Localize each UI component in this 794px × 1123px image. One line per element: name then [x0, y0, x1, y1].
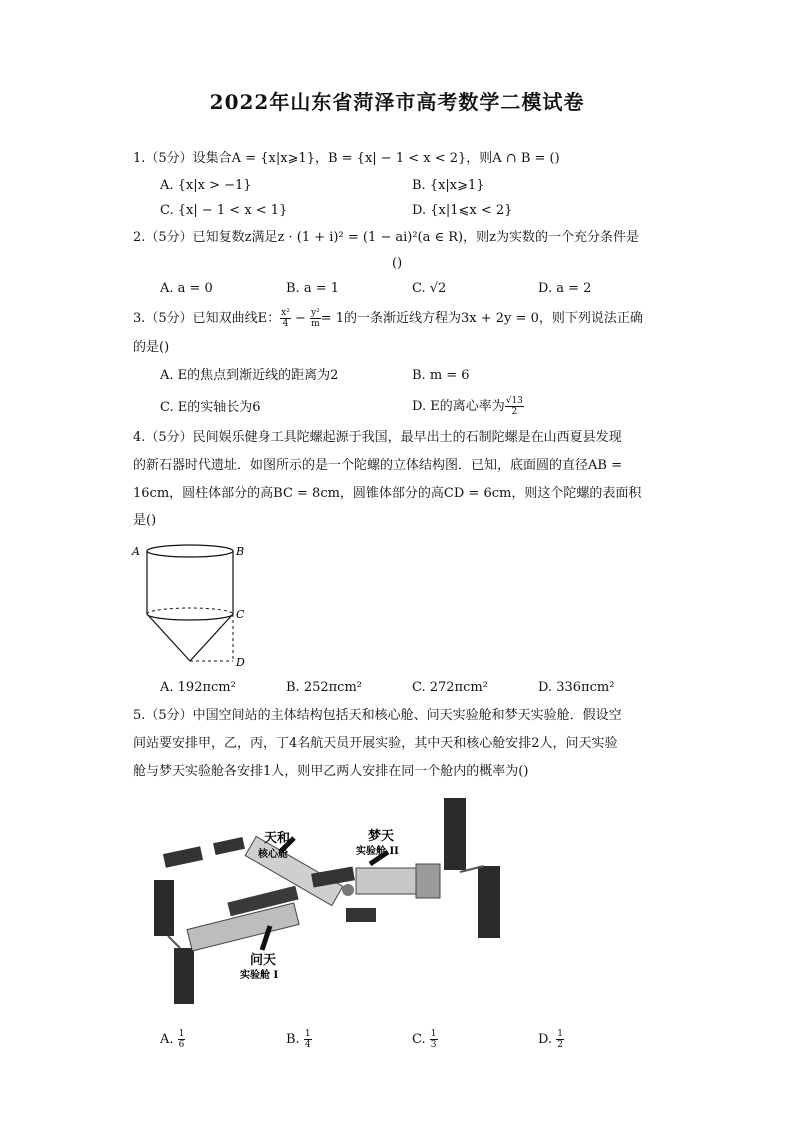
- q3-frac-x-num: x²: [281, 308, 290, 318]
- q4-line-3: 16cm，圆柱体部分的高BC = 8cm，圆锥体部分的高CD = 6cm，则这个陀螺的表面积: [133, 486, 642, 501]
- mengtian-end: [416, 864, 440, 898]
- label-tianhe: 天和: [264, 831, 291, 846]
- q5-option-c-letter: C.: [412, 1032, 426, 1047]
- spinning-top-figure: [130, 538, 260, 670]
- q5-line-1: 5.（5分）中国空间站的主体结构包括天和核心舱、问天实验舱和梦天实验舱．假设空: [133, 708, 622, 723]
- q5-option-d-frac: [556, 1029, 564, 1050]
- bottom-ellipse-front: [147, 614, 233, 620]
- label-d: D: [236, 656, 245, 669]
- q4-option-d: D. 336πcm²: [538, 680, 615, 695]
- q5-option-d-den: 2: [557, 1040, 563, 1050]
- q2-option-c: C. √2: [412, 281, 447, 296]
- q5-line-3: 舱与梦天实验舱各安排1人，则甲乙两人安排在同一个舱内的概率为(): [133, 764, 529, 779]
- q1-option-b: B. {x|x⩾1}: [412, 178, 485, 193]
- q3-option-b: B. m = 6: [412, 368, 470, 383]
- q2-option-d: D. a = 2: [538, 281, 592, 296]
- q3-frac-x-den: 4: [282, 319, 289, 329]
- q5-option-a-num: 1: [178, 1029, 185, 1039]
- q3-frac-y-den: m: [311, 319, 320, 329]
- label-mengtian: 梦天: [368, 829, 395, 844]
- page-title: 2022年山东省菏泽市高考数学二模试卷: [209, 90, 585, 114]
- q2-stem-end: (): [392, 256, 403, 271]
- q3-option-d: [412, 396, 524, 417]
- solar-panel: [346, 908, 376, 922]
- q5-option-c-num: 1: [430, 1029, 437, 1039]
- q5-line-2: 间站要安排甲，乙，丙，丁4名航天员开展实验，其中天和核心舱安排2人，问天实验: [133, 736, 618, 751]
- label-c: C: [236, 608, 245, 621]
- q3-stem-suffix: = 1的一条渐近线方程为3x + 2y = 0，则下列说法正确: [320, 311, 643, 326]
- q3-stem: 3.（5分）已知双曲线E： $\frac{\text{x²}}{4}$ − $\frac{\text{y²}}{m}$ = 1的一条渐近线方程为3x + 2y = 0，则下列说法正确: [133, 308, 643, 329]
- label-a: A: [132, 545, 140, 558]
- q1-option-c: C. {x| − 1 < x < 1}: [160, 203, 288, 218]
- q4-line-4: 是(): [133, 513, 157, 528]
- q5-option-b-den: 4: [304, 1040, 311, 1050]
- solar-panel: [154, 880, 174, 936]
- label-wentian: 问天: [250, 953, 277, 968]
- bottom-ellipse-back: [147, 608, 233, 614]
- q4-option-c: C. 272πcm²: [412, 680, 488, 695]
- q3-stem-line2: 的是(): [133, 340, 170, 355]
- q2-option-b: B. a = 1: [286, 281, 339, 296]
- q1-stem: 1.（5分）设集合A = {x|x⩾1}，B = {x| − 1 < x < 2}，则A ∩ B = (): [133, 151, 560, 166]
- q5-option-d: [538, 1029, 564, 1050]
- q3-option-d-den: 2: [511, 407, 518, 417]
- solar-panel: [478, 866, 500, 938]
- q3-frac-y-num: y²: [311, 308, 320, 318]
- solar-panel: [444, 798, 466, 870]
- cone-left-edge: [147, 614, 190, 661]
- q5-option-d-num: 1: [557, 1029, 563, 1039]
- label-tianhe-sub: 核心舱: [258, 849, 288, 860]
- q3-option-d-num: √13: [505, 396, 523, 406]
- q3-option-a: A. E的焦点到渐近线的距离为2: [160, 368, 339, 383]
- q5-option-c: [412, 1029, 438, 1050]
- q3-option-c: C. E的实轴长为6: [160, 400, 261, 415]
- q5-option-a-frac: [178, 1029, 186, 1050]
- q5-option-b-letter: B.: [286, 1032, 300, 1047]
- q4-line-2: 的新石器时代遗址．如图所示的是一个陀螺的立体结构图．已知，底面圆的直径AB =: [133, 458, 622, 473]
- label-mengtian-sub: 实验舱 II: [356, 846, 399, 857]
- q2-option-a: A. a = 0: [160, 281, 213, 296]
- label-wentian-sub: 实验舱 I: [240, 970, 279, 981]
- q2-stem: 2.（5分）已知复数z满足z · (1 + i)² = (1 − ai)²(a ∈ R)，则z为实数的一个充分条件是: [133, 230, 639, 245]
- q5-option-a-letter: A.: [160, 1032, 174, 1047]
- label-b: B: [236, 545, 245, 558]
- q4-line-1: 4.（5分）民间娱乐健身工具陀螺起源于我国，最早出土的石制陀螺是在山西夏县发现: [133, 430, 622, 445]
- q5-option-d-letter: D.: [538, 1032, 553, 1047]
- q5-option-b-num: 1: [304, 1029, 311, 1039]
- q5-option-a: [160, 1029, 185, 1050]
- q3-frac-x: [280, 308, 291, 329]
- q3-option-d-frac: [505, 396, 524, 417]
- q5-option-c-frac: [430, 1029, 438, 1050]
- q5-option-b: [286, 1029, 312, 1050]
- q4-option-a: A. 192πcm²: [160, 680, 236, 695]
- solar-panel: [174, 948, 194, 1004]
- q3-option-d-prefix: D. E的离心率为: [412, 399, 505, 414]
- cone-right-edge: [190, 614, 233, 661]
- q5-option-c-den: 3: [430, 1040, 437, 1050]
- q5-option-a-den: 6: [178, 1040, 185, 1050]
- q1-option-a: A. {x|x > −1}: [160, 178, 252, 193]
- top-ellipse: [147, 545, 233, 557]
- q4-option-b: B. 252πcm²: [286, 680, 362, 695]
- space-station-figure: [148, 790, 520, 1012]
- q3-stem-prefix: 3.（5分）已知双曲线E：: [133, 311, 281, 326]
- q5-option-b-frac: [304, 1029, 312, 1050]
- docking-node: [342, 884, 354, 896]
- q3-frac-y: [310, 308, 321, 329]
- q1-option-d: D. {x|1⩽x < 2}: [412, 203, 513, 218]
